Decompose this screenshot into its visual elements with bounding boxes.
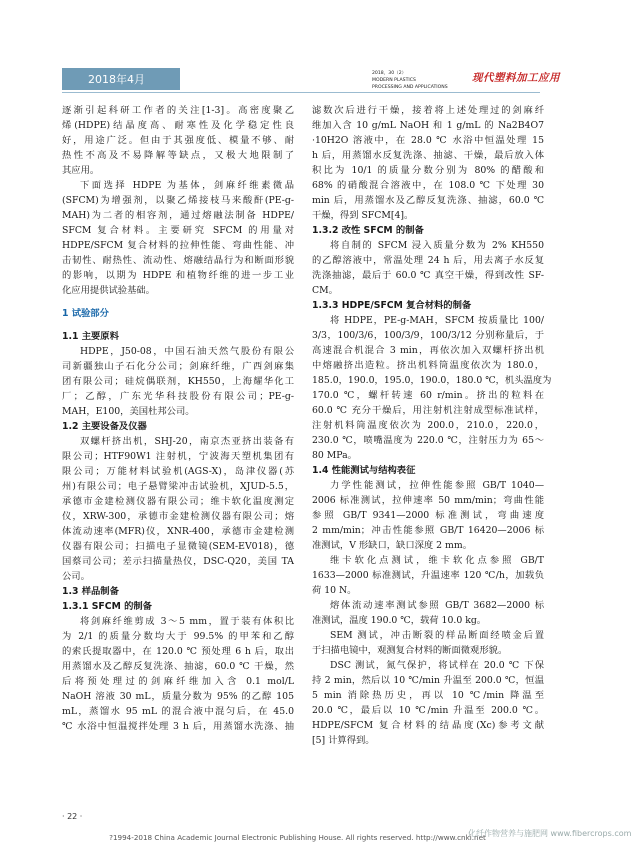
journal-en-title-1: MODERN PLASTICS [372,78,416,83]
text-line: 积比为 10/1 的质量分数分别为 80% 的醋酸和 [312,165,544,176]
text-line: 3/3，100/3/6，100/3/9，100/3/12 分别称量后，于 [312,330,544,341]
text-line: 为 2/1 的质量分数均大于 99.5% 的甲苯和乙醇 [62,631,294,642]
subsection-heading: 1.2 主要设备及仪器 [62,421,147,432]
subsection-heading: 1.3 样品制备 [62,586,119,597]
journal-en-title-2: PROCESSING AND APPLICATIONS [372,85,448,90]
text-line: 参照 GB/T 9341—2000 标准测试，弯曲速度 [312,510,544,521]
text-line: 5 min 消除热历史，再以 10 ℃/min 降温至 [312,690,544,701]
text-line: 80 MPa。 [312,450,357,461]
journal-cn-title: 现代塑料加工应用 [472,72,560,84]
text-line: 68% 的硝酸混合溶液中，在 108.0 ℃ 下处理 30 [312,180,544,191]
text-line: 司新疆独山子石化分公司；剑麻纤维，广西剑麻集 [62,361,294,372]
text-line: HDPE，J50-08，中国石油天然气股份有限公 [80,346,294,357]
text-line: ℃ 水浴中恒温搅拌处理 3 h 后，用蒸馏水洗涤、抽 [62,721,294,732]
text-line: h 后，用蒸馏水反复洗涤、抽滤、干燥，最后放入体 [312,150,544,161]
text-line: 的索氏提取器中，在 120.0 ℃ 预处理 6 h 后，取出 [62,646,294,657]
text-line: SFCM 复合材料。主要研究 SFCM 的用量对 [62,225,294,236]
text-line: 好，用途广泛。但由于其强度低、模量不够、耐 [62,135,294,146]
watermark: 化纤作物营养与施肥网 www.fibercrops.com [468,829,631,838]
copyright-footer: ?1994-2018 China Academic Journal Electronic Publishing House. All rights reserved. http://www.cnki.net [109,833,486,842]
text-line: 击韧性、耐热性、流动性、熔融结晶行为和断面形貌 [62,255,294,266]
text-line: HDPE/SFCM 复合材料的拉伸性能、弯曲性能、冲 [62,240,294,251]
text-line: 州)有限公司；电子悬臂梁冲击试验机，XJUD-5.5， [62,481,294,492]
text-line: 后将预处理过的剑麻纤维加入含 0.1 mol/L [62,676,294,687]
text-line: 洗涤抽滤，最后于 60.0 ℃ 真空干燥，得到改性 SF- [312,270,544,281]
text-line: 将自制的 SFCM 浸入质量分数为 2% KH550 [330,240,544,251]
text-line: 170.0 ℃，螺杆转速 60 r/min。挤出的粒料在 [312,390,544,401]
text-line: 其应用。 [62,165,100,176]
journal-ref: 2018，30（2） [372,71,407,76]
text-line: 高速混合机混合 3 min，再依次加入双螺杆挤出机 [312,345,544,356]
left-column [62,103,294,734]
text-line: 双螺杆挤出机，SHJ-20，南京杰亚挤出装备有 [80,436,294,447]
text-line: MAH)为二者的相容剂，通过熔融法制备 HDPE/ [62,210,294,221]
text-line: 荷 10 N。 [312,585,357,596]
text-line: 230.0 ℃，喷嘴温度为 220.0 ℃，注射压力为 65～ [312,435,544,446]
text-line: 准测试，V 形缺口，缺口深度 2 mm。 [312,540,472,551]
text-line: DSC 测试，氮气保护，将试样在 20.0 ℃ 下保 [330,660,544,671]
text-line: 承德市金建检测仪器有限公司；维卡软化温度测定 [62,496,294,507]
text-line: ·10H2O 溶液中，在 28.0 ℃ 水浴中恒温处理 15 [312,135,544,146]
subsection-heading: 1.1 主要原料 [62,331,119,342]
subsection-heading: 1.3.2 改性 SFCM 的制备 [312,225,424,236]
text-line: 的影响，以期为 HDPE 和植物纤维的进一步工业 [62,270,294,281]
text-line: 2006 标准测试，拉伸速率 50 mm/min；弯曲性能 [312,495,544,506]
issue-band [62,68,180,90]
page-number: · 22 · [62,812,83,821]
text-line: 限公司；HTF90W1 注射机，宁波海天塑机集团有 [62,451,294,462]
text-line: 公司。 [62,571,90,582]
text-line: 逐渐引起科研工作者的关注[1-3]。高密度聚乙 [62,105,294,116]
spacer [62,298,294,306]
spacer [62,321,294,329]
text-line: 2 mm/min；冲击性能参照 GB/T 16420—2006 标 [312,525,544,536]
text-line: SEM 测试，冲击断裂的样品断面经喷金后置 [330,630,544,641]
text-line: 下面选择 HDPE 为基体，剑麻纤维素微晶 [80,180,294,191]
text-line: 的乙醇溶液中，常温处理 24 h 后，用去离子水反复 [312,255,544,266]
text-line: 20.0 ℃，最后以 10 ℃/min 升温至 200.0 ℃。 [312,705,544,716]
text-line: 维卡软化点测试，维卡软化点参照 GB/T [330,555,544,566]
text-line: 厂；乙醇，广东光华科技股份有限公司；PE-g- [62,391,294,402]
text-line: 团有限公司；硅烷偶联剂，KH550，上海耀华化工 [62,376,294,387]
section-heading: 1 试验部分 [62,308,109,319]
text-line: MAH，E100，美国杜邦公司。 [62,406,195,417]
text-line: 中熔融挤出造粒。挤出机料筒温度依次为 180.0， [312,360,544,371]
text-line: 国蔡司公司；差示扫描量热仪，DSC-Q20，美国 TA [62,556,294,567]
text-line: 准测试，温度 190.0 ℃，载荷 10.0 kg。 [312,615,487,626]
journal-logo [472,70,560,85]
subsection-heading: 1.3.1 SFCM 的制备 [62,601,152,612]
text-line: 将 HDPE，PE-g-MAH，SFCM 按质量比 100/ [330,315,544,326]
text-line: 仪器有限公司；扫描电子显微镜(SEM-EV018)，德 [62,541,294,552]
right-column [312,103,552,748]
text-line: 化应用提供试验基础。 [62,285,155,296]
text-line: 力学性能测试，拉伸性能参照 GB/T 1040— [330,480,544,491]
text-line: 持 2 min，然后以 10 ℃/min 升温至 200.0 ℃，恒温 [312,675,544,686]
text-line: 干燥，得到 SFCM[4]。 [312,210,414,221]
text-line: 将剑麻纤维剪成 3～5 mm，置于装有体积比 [80,616,294,627]
text-line: (SFCM)为增强剂，以聚乙烯接枝马来酸酐(PE-g- [62,195,294,206]
text-line: 滤数次后进行干燥，接着将上述处理过的剑麻纤 [312,105,544,116]
text-line: HDPE/SFCM 复合材料的结晶度(Xc)参考文献 [312,720,544,731]
text-line: 于扫描电镜中，观测复合材料的断面微观形貌。 [312,645,508,656]
text-line: [5] 计算得到。 [312,735,375,746]
text-line: 用蒸馏水及乙醇反复洗涤、抽滤，60.0 ℃ 干燥，然 [62,661,294,672]
text-line: 限公司；万能材料试验机(AGS-X)，岛津仪器(苏 [62,466,294,477]
text-line: mL，蒸馏水 95 mL 的混合液中混匀后，在 45.0 [62,706,294,717]
issue-label: 2018年4月 [88,73,145,86]
text-line: 1633—2000 标准测试，升温速率 120 ℃/h，加载负 [312,570,544,581]
text-line: NaOH 溶液 30 mL，质量分数为 95% 的乙醇 105 [62,691,294,702]
text-line: 注射机料筒温度依次为 200.0，210.0，220.0， [312,420,544,431]
text-line: min 后，用蒸馏水及乙醇反复洗涤、抽滤，60.0 ℃ [312,195,544,206]
text-line: 熔体流动速率测试参照 GB/T 3682—2000 标 [330,600,544,611]
text-line: 热性不高及不易降解等缺点，又极大地限制了 [62,150,294,161]
subsection-heading: 1.3.3 HDPE/SFCM 复合材料的制备 [312,300,472,311]
text-line: 60.0 ℃ 充分干燥后，用注射机注射成型标准试样， [312,405,544,416]
subsection-heading: 1.4 性能测试与结构表征 [312,465,416,476]
text-line: 185.0，190.0，195.0，190.0，180.0 ℃，机头温度为 [312,375,552,386]
journal-info [372,70,472,91]
text-line: CM。 [312,285,338,296]
text-line: 烯(HDPE)结晶度高、耐寒性及化学稳定性良 [62,120,294,131]
header-rule [62,92,540,93]
text-line: 仪，XRW-300，承德市金建检测仪器有限公司；熔 [62,511,294,522]
text-line: 维加入含 10 g/mL NaOH 和 1 g/mL 的 Na2B4O7 [312,120,544,131]
text-line: 体流动速率(MFR)仪，XNR-400，承德市金建检测 [62,526,294,537]
